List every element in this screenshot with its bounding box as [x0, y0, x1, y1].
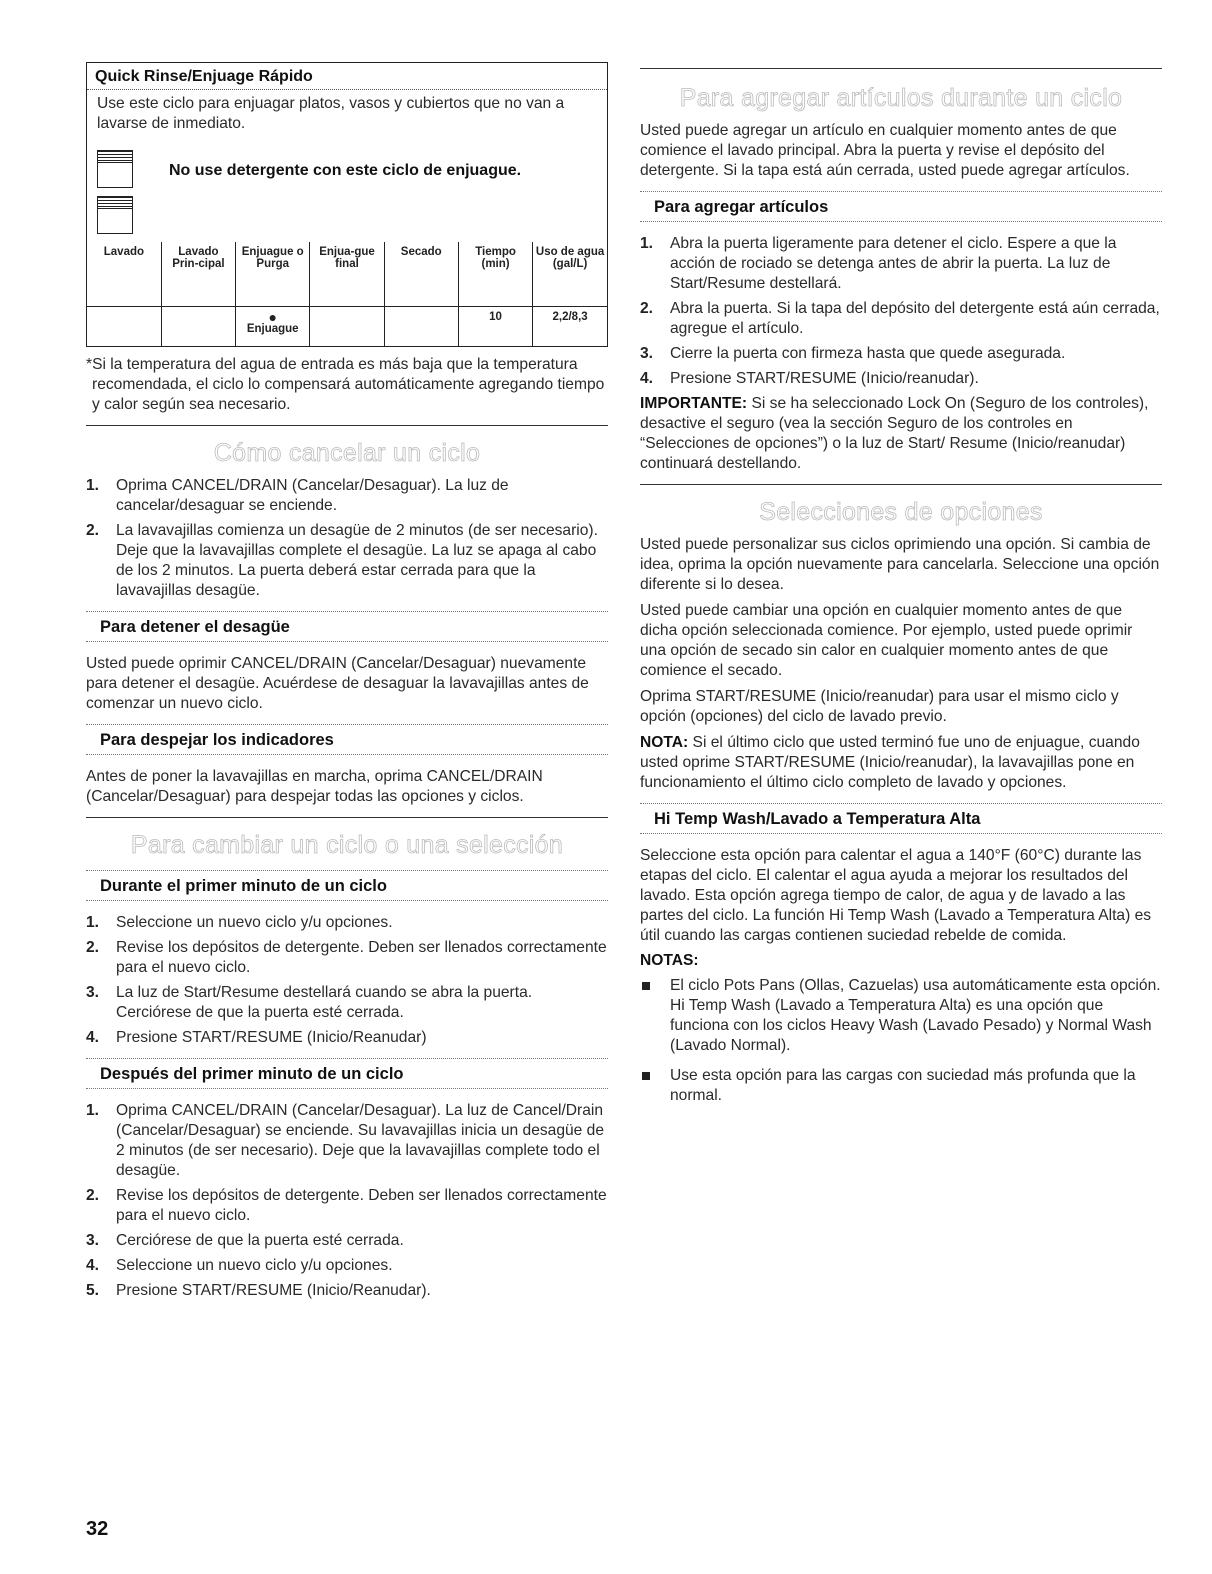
list-item: 3. Cerciórese de que la puerta esté cerrada.	[86, 1232, 404, 1249]
stop-drain-subtitle: Para detener el desagüe	[86, 611, 608, 642]
table-cell	[236, 306, 310, 346]
list-item: 4. Presione START/RESUME (Inicio/reanudar).	[640, 370, 979, 387]
list-item: 3. La luz de Start/Resume destellará cuando se abra la puerta. Cerciórese de que la puerta esté cerrada.	[86, 984, 533, 1021]
first-minute-steps	[86, 913, 608, 1048]
add-items-steps	[640, 234, 1162, 389]
after-minute-steps	[86, 1101, 608, 1301]
table-cell-text: Enjuague	[246, 322, 299, 335]
table-cell	[161, 306, 235, 346]
important-note: IMPORTANTE: Si se ha seleccionado Lock On (Seguro de los controles), desactive el seguro (vea la sección Seguro de los controles en “Selecciones de opciones”) o la luz de Start/ Resume (Inicio/reanudar) continuará destellando.	[640, 395, 1149, 472]
add-items-intro: Usted puede agregar un artículo en cualquier momento antes de que comience el lavado principal. Abra la puerta y revise el depósito del detergente. Si la tapa está aún cerrada, usted puede agregar artículos.	[640, 122, 1130, 179]
list-item: 2. La lavavajillas comienza un desagüe de 2 minutos (de ser necesario). Deje que la lavavajillas complete el desagüe. La luz se apaga al cabo de los 2 minutos. La puerta deberá estar cerrada para que la lavavajillas desagüe.	[86, 522, 598, 599]
table-cell	[384, 306, 458, 346]
list-item: 2. Revise los depósitos de detergente. Deben ser llenados correctamente para el nuevo ciclo.	[86, 939, 607, 976]
detergent-dispenser-icon	[97, 196, 133, 234]
notes-label: NOTAS:	[640, 952, 699, 969]
table-header-row	[87, 242, 607, 306]
list-item: 2. Abra la puerta. Si la tapa del depósito del detergente está aún cerrada, agregue el artículo.	[640, 300, 1160, 337]
hi-temp-text: Seleccione esta opción para calentar el agua a 140°F (60°C) durante las etapas del ciclo. El calentar el agua ayuda a mejorar los resultados del lavado. Esta opción agrega tiempo de calor, de agua y de lavado a las partes del ciclo. La función Hi Temp Wash (Lavado a Temperatura Alta) es útil cuando las cargas contienen suciedad rebelde de comida.	[640, 847, 1152, 944]
detergent-note: No use detergente con este ciclo de enjuague.	[169, 162, 522, 179]
list-item: 4. Seleccione un nuevo ciclo y/u opciones.	[86, 1257, 393, 1274]
list-item: 3. Cierre la puerta con firmeza hasta que quede asegurada.	[640, 345, 1066, 362]
table-cell: 2,2/8,3	[533, 306, 607, 346]
list-item: El ciclo Pots Pans (Ollas, Cazuelas) usa automáticamente esta opción. Hi Temp Wash (Lavado a Temperatura Alta) es una opción que funciona con los ciclos Heavy Wash (Lavado Pesado) y Normal Wash (Lavado Normal).	[640, 976, 1162, 1056]
table-header-cell: Lavado	[87, 242, 161, 306]
hi-temp-subtitle: Hi Temp Wash/Lavado a Temperatura Alta	[640, 803, 1162, 834]
table-header-cell: Enjua-gue final	[310, 242, 384, 306]
table-row	[87, 306, 607, 346]
cycle-table	[87, 242, 607, 346]
list-item: 1. Oprima CANCEL/DRAIN (Cancelar/Desaguar). La luz de cancelar/desaguar se enciende.	[86, 477, 509, 514]
clear-indicators-subtitle: Para despejar los indicadores	[86, 724, 608, 755]
bullet-square-icon	[642, 982, 650, 990]
table-header-cell: Uso de agua (gal/L)	[533, 242, 607, 306]
table-header-cell: Enjuague o Purga	[236, 242, 310, 306]
detergent-note-area	[87, 140, 607, 242]
table-header-cell: Tiempo (min)	[458, 242, 532, 306]
options-section-title: Selecciones de opciones	[759, 498, 1043, 526]
detergent-dispenser-icon	[97, 150, 133, 188]
options-note: NOTA: Si el último ciclo que usted terminó fue uno de enjuague, cuando usted oprime START/RESUME (Inicio/reanudar), la lavavajillas pone en funcionamiento el último ciclo completo de lavado y opciones.	[640, 734, 1140, 791]
options-paragraph: Usted puede cambiar una opción en cualquier momento antes de que dicha opción seleccionada comience. Por ejemplo, usted puede oprimir una opción de secado sin calor en cualquier momento antes de que comience el secado.	[640, 602, 1133, 679]
table-header-cell: Secado	[384, 242, 458, 306]
list-item: 4. Presione START/RESUME (Inicio/Reanudar)	[86, 1029, 427, 1046]
table-cell	[87, 306, 161, 346]
list-item: Use esta opción para las cargas con suciedad más profunda que la normal.	[640, 1066, 1162, 1106]
table-cell	[310, 306, 384, 346]
quick-rinse-title: Quick Rinse/Enjuage Rápido	[87, 63, 607, 90]
hi-temp-notes	[640, 976, 1162, 1106]
page-number: 32	[86, 1518, 109, 1540]
cancel-steps	[86, 476, 608, 601]
stop-drain-text: Usted puede oprimir CANCEL/DRAIN (Cancelar/Desaguar) nuevamente para detener el desagüe. Acuérdese de desaguar la lavavajillas antes de comenzar un nuevo ciclo.	[86, 655, 589, 712]
first-minute-subtitle: Durante el primer minuto de un ciclo	[86, 870, 608, 901]
options-paragraph: Usted puede personalizar sus ciclos oprimiendo una opción. Si cambia de idea, oprima la opción nuevamente para cancelarla. Seleccione una opción diferente si lo desea.	[640, 536, 1160, 593]
list-item: 1. Seleccione un nuevo ciclo y/u opciones.	[86, 914, 393, 931]
right-column	[640, 62, 1162, 1116]
after-minute-subtitle: Después del primer minuto de un ciclo	[86, 1058, 608, 1089]
list-item: 1. Oprima CANCEL/DRAIN (Cancelar/Desaguar). La luz de Cancel/Drain (Cancelar/Desaguar) se enciende. Su lavavajillas inicia un desagüe de 2 minutos (de ser necesario). Deje que la lavavajillas complete todo el desagüe.	[86, 1102, 605, 1179]
quick-rinse-description: Use este ciclo para enjuagar platos, vasos y cubiertos que no van a lavarse de inmediato.	[97, 95, 565, 132]
list-item: 5. Presione START/RESUME (Inicio/Reanudar).	[86, 1282, 431, 1299]
options-paragraph: Oprima START/RESUME (Inicio/reanudar) para usar el mismo ciclo y opción (opciones) del ciclo de lavado previo.	[640, 688, 1119, 725]
cancel-section-title: Cómo cancelar un ciclo	[213, 439, 481, 467]
change-section-title: Para cambiar un ciclo o una selección	[130, 831, 564, 859]
add-items-subtitle: Para agregar artículos	[640, 191, 1162, 222]
table-header-cell: Lavado Prin-cipal	[161, 242, 235, 306]
bullet-dot-icon: ●	[268, 308, 277, 325]
list-item: 1. Abra la puerta ligeramente para detener el ciclo. Espere a que la acción de rociado se detenga antes de abrir la puerta. La luz de Start/Resume destellará.	[640, 235, 1117, 292]
list-item: 2. Revise los depósitos de detergente. Deben ser llenados correctamente para el nuevo ciclo.	[86, 1187, 607, 1224]
bullet-square-icon	[642, 1072, 650, 1080]
table-cell: 10	[458, 306, 532, 346]
clear-indicators-text: Antes de poner la lavavajillas en marcha, oprima CANCEL/DRAIN (Cancelar/Desaguar) para despejar todas las opciones y ciclos.	[86, 768, 543, 805]
add-items-section-title: Para agregar artículos durante un ciclo	[679, 84, 1123, 112]
left-column	[86, 62, 608, 1306]
quick-rinse-box	[86, 62, 608, 347]
quick-rinse-footnote: *Si la temperatura del agua de entrada es más baja que la temperatura recomendada, el ciclo lo compensará automáticamente agregando tiempo y calor según sea necesario.	[86, 356, 605, 413]
